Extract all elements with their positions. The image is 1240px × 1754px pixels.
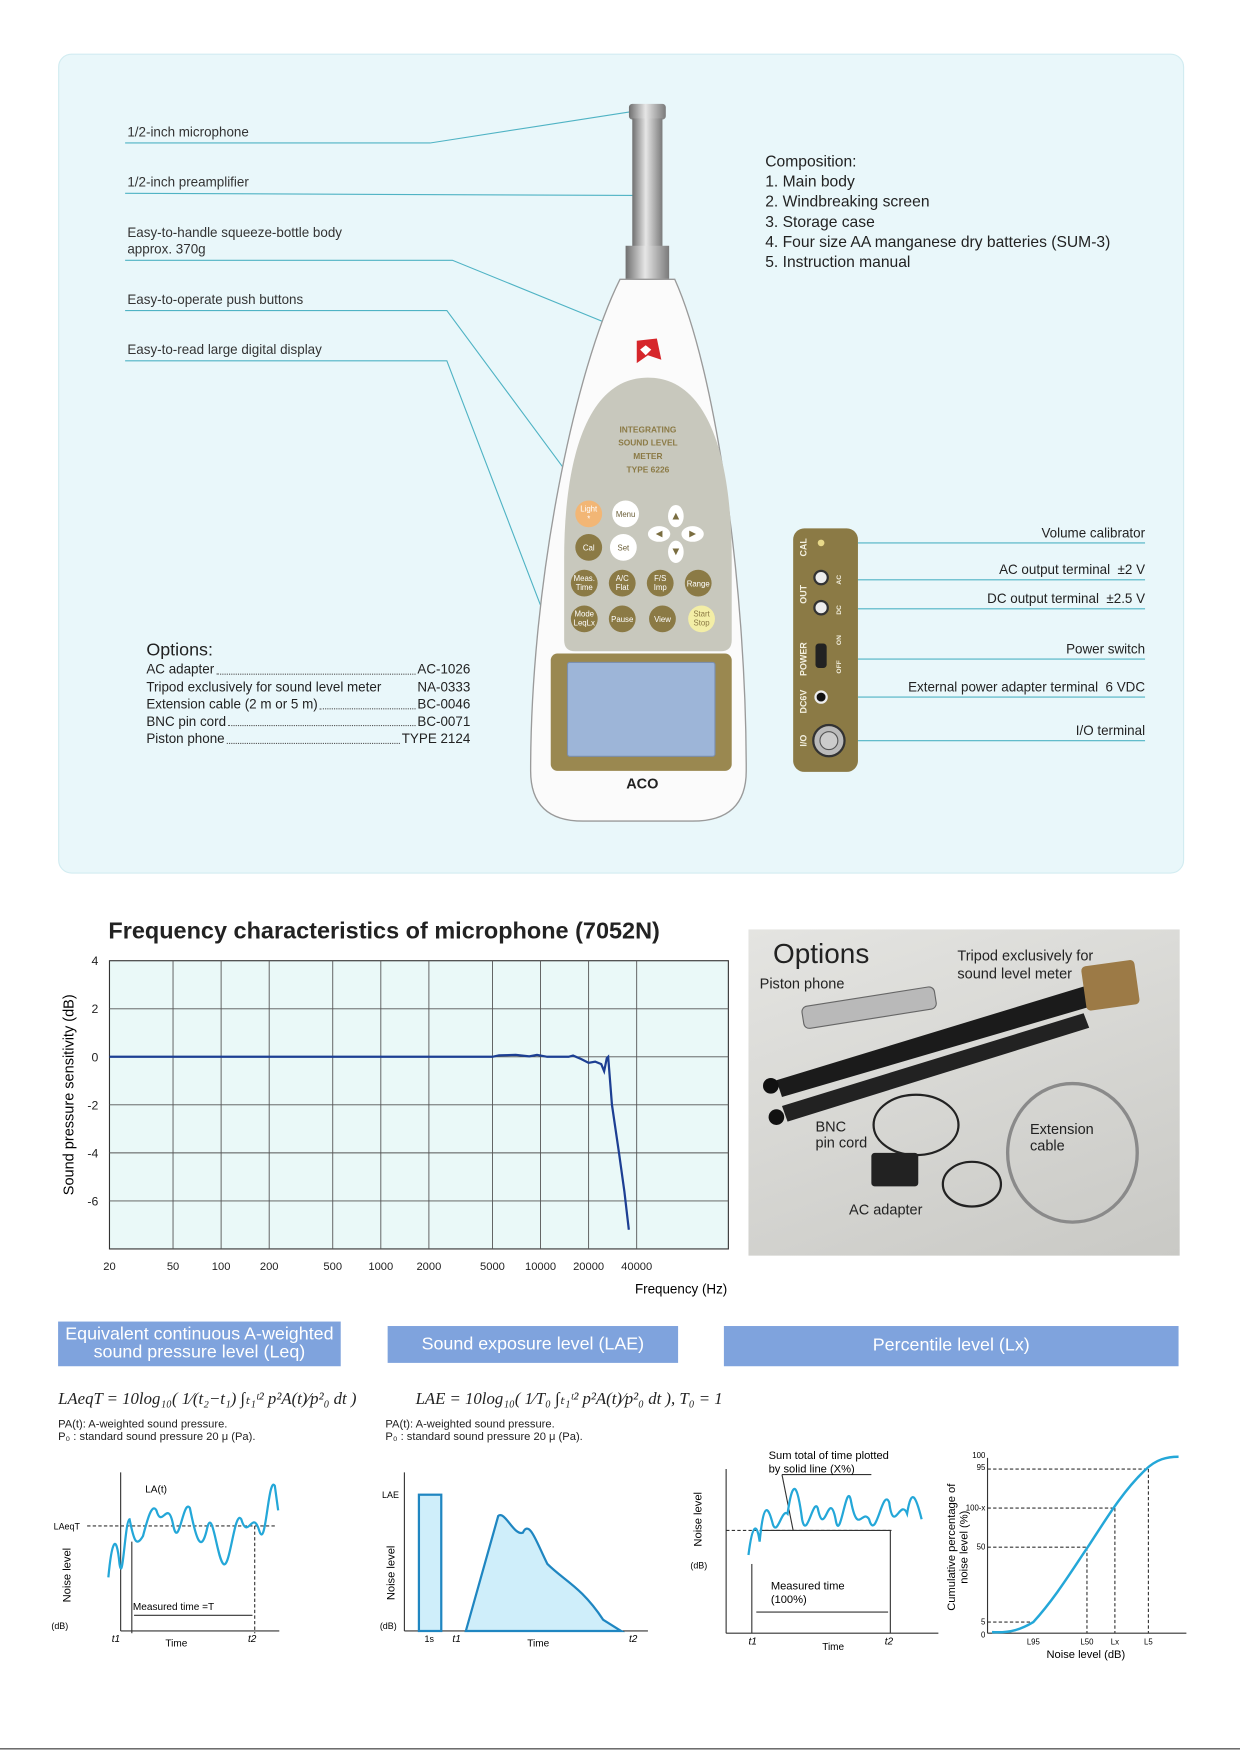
x-tick-label: 2000 bbox=[416, 1261, 442, 1274]
light-button[interactable] bbox=[575, 500, 602, 527]
svg-text:Measured time =T: Measured time =T bbox=[132, 1601, 215, 1613]
svg-text:L5: L5 bbox=[1144, 1637, 1153, 1647]
callout-body: Easy-to-handle squeeze-bottle body bbox=[127, 224, 342, 241]
svg-text:Sum total of time plotted: Sum total of time plotted bbox=[768, 1449, 889, 1462]
leq-diagram bbox=[51, 1472, 279, 1649]
out-label: OUT bbox=[798, 584, 809, 604]
composition-item: 3. Storage case bbox=[765, 212, 875, 231]
svg-text:A/C: A/C bbox=[615, 573, 629, 583]
svg-text:*: * bbox=[587, 514, 591, 524]
x-tick-label: 50 bbox=[166, 1261, 180, 1274]
ac-adapter-image bbox=[871, 1153, 918, 1187]
svg-text:Set: Set bbox=[617, 543, 630, 553]
svg-text:Start: Start bbox=[693, 609, 710, 619]
model-text: TYPE 6226 bbox=[626, 464, 670, 475]
x-tick-label: 5000 bbox=[480, 1261, 505, 1274]
options-title: Options: bbox=[146, 641, 213, 661]
off-label: OFF bbox=[836, 660, 844, 674]
svg-text:View: View bbox=[654, 615, 671, 625]
lcd-screen bbox=[567, 662, 714, 756]
svg-text:Time: Time bbox=[822, 1641, 845, 1653]
fs-imp-button[interactable] bbox=[647, 570, 674, 597]
svg-text:Noise level: Noise level bbox=[692, 1491, 705, 1547]
composition-item: 1. Main body bbox=[765, 172, 855, 190]
dc6v-label: DC6V bbox=[798, 689, 809, 714]
page-bottom-rule bbox=[0, 1748, 1240, 1749]
label-ac-output: AC output terminal ±2 V bbox=[999, 561, 1146, 578]
y-tick-label: -4 bbox=[87, 1146, 99, 1161]
option-item: Extension cable (2 m or 5 m) BC-0046 bbox=[146, 695, 471, 712]
microphone-neck bbox=[626, 246, 670, 280]
range-button[interactable] bbox=[685, 570, 712, 597]
x-tick-label: 10000 bbox=[525, 1261, 557, 1274]
svg-text:100: 100 bbox=[972, 1450, 986, 1460]
ac-flat-button[interactable] bbox=[609, 570, 636, 597]
svg-text:Light: Light bbox=[580, 504, 598, 514]
callout-push-buttons: Easy-to-operate push buttons bbox=[127, 291, 304, 308]
svg-text:Noise level (dB): Noise level (dB) bbox=[1046, 1648, 1126, 1661]
x-tick-label: 100 bbox=[211, 1261, 231, 1274]
label-power-switch: Power switch bbox=[1066, 641, 1146, 657]
lx-cumulative-diagram bbox=[946, 1451, 1186, 1661]
svg-text:Lx: Lx bbox=[1110, 1637, 1120, 1647]
y-tick-label: -6 bbox=[87, 1194, 99, 1209]
svg-text:Time: Time bbox=[527, 1638, 550, 1650]
definition-diagrams bbox=[0, 1441, 1240, 1676]
svg-text:by solid line (X%): by solid line (X%) bbox=[768, 1463, 855, 1476]
y-axis-label: Sound pressure sensitivity (dB) bbox=[61, 994, 78, 1196]
svg-text:t1: t1 bbox=[452, 1634, 461, 1646]
mode-button[interactable] bbox=[571, 605, 598, 632]
label-volume-calibrator: Volume calibrator bbox=[1041, 525, 1146, 541]
option-item: AC adapter AC-1026 bbox=[146, 661, 471, 677]
photo-label-piston-phone: Piston phone bbox=[759, 975, 845, 993]
start-stop-button[interactable] bbox=[688, 605, 715, 632]
svg-text:noise level (%): noise level (%) bbox=[958, 1510, 971, 1584]
bnc-cord-image bbox=[874, 1095, 959, 1155]
svg-text:LeqLx: LeqLx bbox=[573, 618, 595, 628]
composition-item: 4. Four size AA manganese dry batteries (SUM-3) bbox=[765, 232, 1111, 251]
composition-item: 5. Instruction manual bbox=[765, 252, 911, 271]
pause-button[interactable] bbox=[609, 605, 636, 632]
lx-time-diagram bbox=[690, 1450, 938, 1653]
cal-button[interactable] bbox=[575, 534, 602, 561]
svg-text:LAeqT: LAeqT bbox=[53, 1521, 80, 1532]
svg-text:Noise level: Noise level bbox=[61, 1547, 74, 1603]
svg-text:t2: t2 bbox=[248, 1634, 257, 1646]
svg-text:L95: L95 bbox=[1026, 1637, 1040, 1647]
microphone-capsule bbox=[629, 104, 666, 120]
svg-text:Cumulative percentage of: Cumulative percentage of bbox=[946, 1483, 959, 1611]
svg-text:t2: t2 bbox=[884, 1636, 894, 1648]
svg-text:(dB): (dB) bbox=[51, 1620, 69, 1631]
svg-text:t2: t2 bbox=[628, 1634, 638, 1646]
svg-text:1s: 1s bbox=[424, 1634, 434, 1645]
svg-text:t1: t1 bbox=[748, 1636, 757, 1648]
leq-note: PA(t): A-weighted sound pressure. bbox=[58, 1418, 228, 1432]
lae-formula: LAE = 10log₁₀( 1⁄T₀ ∫ₜ₁ᵗ² p²A(t)⁄p²₀ dt ), T₀ = 1 bbox=[415, 1390, 723, 1409]
svg-text:Measured time: Measured time bbox=[770, 1580, 845, 1593]
svg-text:t1: t1 bbox=[111, 1634, 121, 1646]
svg-text:Menu: Menu bbox=[615, 510, 636, 520]
x-tick-label: 200 bbox=[259, 1261, 279, 1274]
photo-label-bnc: BNC pin cord bbox=[815, 1118, 868, 1151]
option-item: Piston phone TYPE 2124 bbox=[146, 730, 471, 747]
model-text: INTEGRATING bbox=[619, 424, 677, 435]
callout-body-weight: approx. 370g bbox=[127, 241, 206, 257]
photo-label-extension: Extension cable bbox=[1029, 1120, 1094, 1154]
leq-header: Equivalent continuous A-weighted sound pressure level (Leq) bbox=[58, 1322, 341, 1367]
svg-text:Time: Time bbox=[575, 582, 593, 592]
leq-formula: LAeqT = 10log₁₀( 1⁄(t₂−t₁) ∫ₜ₁ᵗ² p²A(t)⁄p²₀ dt ) bbox=[58, 1390, 357, 1409]
y-tick-label: 4 bbox=[91, 954, 99, 969]
callout-preamplifier: 1/2-inch preamplifier bbox=[127, 174, 249, 190]
svg-text:Mode: Mode bbox=[574, 609, 595, 619]
svg-text:Range: Range bbox=[686, 579, 710, 589]
svg-text:100-x: 100-x bbox=[965, 1503, 986, 1513]
options-list bbox=[146, 641, 470, 748]
callout-display: Easy-to-read large digital display bbox=[127, 341, 322, 358]
svg-text:Imp: Imp bbox=[653, 582, 667, 592]
cal-label: CAL bbox=[798, 538, 809, 557]
on-label: ON bbox=[836, 635, 844, 646]
svg-text:LAE: LAE bbox=[382, 1490, 399, 1501]
meas-time-button[interactable] bbox=[571, 570, 598, 597]
photo-title: Options bbox=[773, 938, 870, 970]
x-tick-label: 20 bbox=[103, 1261, 116, 1274]
option-item: Tripod exclusively for sound level meter NA-0333 bbox=[146, 678, 471, 695]
power-label: POWER bbox=[798, 642, 809, 676]
svg-text:Cal: Cal bbox=[582, 543, 595, 553]
leq-note: P₀ : standard sound pressure 20 μ (Pa). bbox=[58, 1431, 256, 1444]
y-tick-label: 2 bbox=[91, 1002, 99, 1017]
svg-text:Pause: Pause bbox=[611, 615, 634, 625]
piston-phone-image bbox=[801, 986, 937, 1029]
x-tick-label: 40000 bbox=[621, 1261, 653, 1274]
callout-microphone: 1/2-inch microphone bbox=[127, 124, 249, 140]
svg-text:0: 0 bbox=[980, 1630, 986, 1640]
svg-text:95: 95 bbox=[976, 1463, 986, 1473]
chart-title: Frequency characteristics of microphone (7052N) bbox=[108, 918, 660, 944]
io-label: I/O bbox=[798, 734, 809, 747]
frequency-chart bbox=[45, 938, 738, 1307]
dc-label: DC bbox=[836, 605, 844, 615]
svg-text:50: 50 bbox=[976, 1542, 986, 1552]
photo-label-tripod: Tripod exclusively for sound level meter bbox=[957, 947, 1094, 982]
model-text: METER bbox=[633, 451, 663, 462]
svg-text:Noise level: Noise level bbox=[385, 1545, 398, 1601]
svg-text:LA(t): LA(t) bbox=[145, 1484, 168, 1496]
label-io-terminal: I/O terminal bbox=[1075, 722, 1146, 739]
option-item: BNC pin cord BC-0071 bbox=[146, 713, 471, 729]
preamplifier-tube bbox=[632, 118, 662, 248]
y-tick-label: -2 bbox=[87, 1098, 99, 1113]
svg-text:5: 5 bbox=[980, 1617, 986, 1627]
composition-title: Composition: bbox=[765, 151, 857, 170]
svg-text:L50: L50 bbox=[1080, 1637, 1094, 1647]
x-tick-label: 20000 bbox=[573, 1261, 605, 1274]
lae-diagram bbox=[380, 1472, 648, 1649]
x-tick-label: 500 bbox=[323, 1261, 343, 1274]
lx-header: Percentile level (Lx) bbox=[724, 1326, 1179, 1366]
svg-text:(dB): (dB) bbox=[379, 1620, 397, 1631]
y-tick-label: 0 bbox=[91, 1050, 99, 1065]
label-external-power: External power adapter terminal 6 VDC bbox=[908, 679, 1146, 695]
svg-text:(100%): (100%) bbox=[770, 1594, 807, 1607]
lae-note: P₀ : standard sound pressure 20 μ (Pa). bbox=[385, 1431, 583, 1444]
composition-list bbox=[765, 151, 1110, 272]
x-axis-label: Frequency (Hz) bbox=[634, 1281, 728, 1297]
set-button[interactable] bbox=[610, 534, 637, 561]
label-dc-output: DC output terminal ±2.5 V bbox=[987, 590, 1146, 607]
svg-text:Stop: Stop bbox=[693, 618, 710, 628]
svg-text:Flat: Flat bbox=[615, 582, 629, 592]
options-photo bbox=[748, 929, 1179, 1255]
svg-text:Time: Time bbox=[165, 1638, 188, 1650]
brand-label: ACO bbox=[626, 776, 659, 793]
lae-header: Sound exposure level (LAE) bbox=[388, 1326, 678, 1363]
lae-note: PA(t): A-weighted sound pressure. bbox=[385, 1418, 555, 1432]
photo-label-ac-adapter: AC adapter bbox=[849, 1200, 923, 1218]
svg-text:Meas.: Meas. bbox=[573, 573, 595, 583]
svg-text:(dB): (dB) bbox=[690, 1560, 708, 1571]
x-tick-label: 1000 bbox=[368, 1261, 394, 1274]
composition-item: 2. Windbreaking screen bbox=[765, 192, 930, 211]
view-button[interactable] bbox=[649, 605, 676, 632]
svg-text:F/S: F/S bbox=[654, 573, 667, 583]
model-text: SOUND LEVEL bbox=[618, 437, 678, 448]
ac-label: AC bbox=[836, 574, 844, 585]
menu-button[interactable] bbox=[612, 500, 639, 527]
